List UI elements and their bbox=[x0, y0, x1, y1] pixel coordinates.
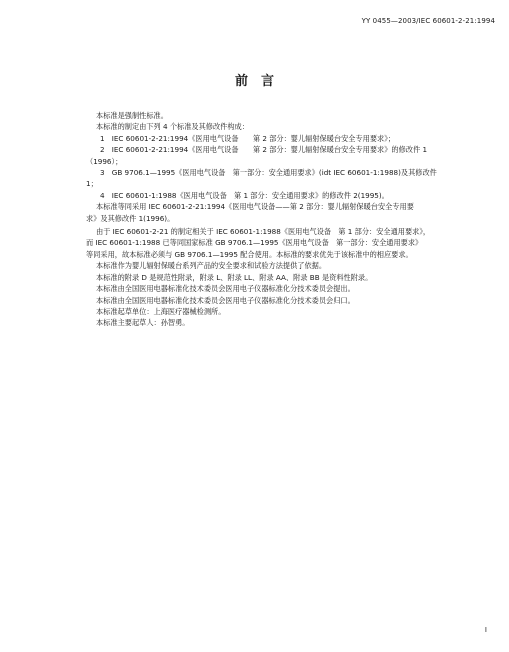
list-item-2-cont: （1996）； bbox=[86, 156, 123, 166]
paragraph-drafting-unit: 本标准起草单位：上海医疗器械检测所。 bbox=[96, 306, 226, 316]
foreword-title: 前 言 bbox=[234, 74, 274, 89]
paragraph-annexes: 本标准的附录 D 是规范性附录，附录 L、附录 LL、附录 AA、附录 BB 是资料性附录。 bbox=[96, 272, 373, 282]
paragraph-managed-by: 本标准由全国医用电器标准化技术委员会医用电子仪器标准化分技术委员会归口。 bbox=[96, 295, 355, 305]
list-item-3-cont: 1； bbox=[86, 179, 98, 189]
paragraph-proposed-by: 本标准由全国医用电器标准化技术委员会医用电子仪器标准化分技术委员会提出。 bbox=[96, 284, 355, 294]
list-item-4: 4 IEC 60601-1:1988《医用电气设备 第 1 部分：安全通用要求》的修改件 2(1995)。 bbox=[100, 190, 389, 200]
paragraph-basis: 本标准作为婴儿辐射保暖台系列产品的安全要求和试验方法提供了依据。 bbox=[96, 261, 327, 271]
paragraph-composition: 本标准的制定由下列 4 个标准及其修改件构成： bbox=[96, 122, 249, 132]
paragraph-relation: 由于 IEC 60601-2-21 的制定相关于 IEC 60601-1:1988《医用电气设备 第 1 部分：安全通用要求》， bbox=[96, 227, 431, 237]
foreword-body bbox=[86, 110, 498, 329]
list-item-3: 3 GB 9706.1—1995《医用电气设备 第一部分：安全通用要求》(idt IEC 60601-1:1988)及其修改件 bbox=[100, 168, 437, 178]
list-item-2: 2 IEC 60601-2-21:1994《医用电气设备 第 2 部分：婴儿辐射保暖台安全专用要求》的修改件 1 bbox=[100, 145, 428, 155]
paragraph-relation-cont1: 而 IEC 60601-1:1988 已等同国家标准 GB 9706.1—1995《医用电气设备 第一部分：安全通用要求》 bbox=[86, 238, 423, 248]
list-item-1: 1 IEC 60601-2-21:1994《医用电气设备 第 2 部分：婴儿辐射保暖台安全专用要求》； bbox=[100, 133, 396, 143]
paragraph-drafters: 本标准主要起草人：孙智勇。 bbox=[96, 318, 190, 328]
page-number: I bbox=[484, 626, 487, 634]
paragraph-relation-cont2: 等同采用，故本标准必须与 GB 9706.1—1995 配合使用。本标准的要求优先于该标准中的相应要求。 bbox=[86, 249, 413, 259]
paragraph-equivalence-cont: 求》及其修改件 1(1996)。 bbox=[86, 213, 175, 223]
paragraph-mandatory: 本标准是强制性标准。 bbox=[96, 111, 168, 120]
standard-number-header: YY 0455—2003/IEC 60601-2-21:1994 bbox=[361, 17, 495, 25]
paragraph-equivalence: 本标准等同采用 IEC 60601-2-21:1994《医用电气设备——第 2 部分：婴儿辐射保暖台安全专用要 bbox=[96, 202, 414, 212]
